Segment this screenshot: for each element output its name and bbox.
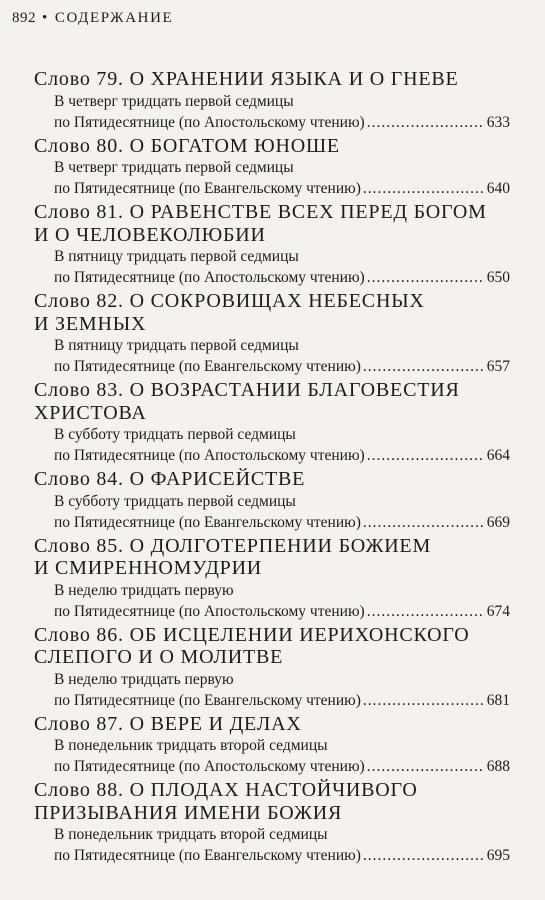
toc-entry-page-number[interactable]: 674 — [486, 602, 510, 620]
toc-entry — [34, 779, 510, 866]
dot-leader — [367, 756, 485, 777]
toc-entry-reading-line-with-page — [34, 112, 510, 133]
toc-entry — [34, 379, 510, 466]
toc-entry-title-line: Слово 87. О ВЕРЕ И ДЕЛАХ — [34, 712, 302, 735]
toc-entry — [34, 290, 510, 377]
toc-entry-reading-line: В понедельник тридцать второй седмицы — [54, 737, 328, 754]
toc-entry-page-number[interactable]: 650 — [486, 269, 510, 286]
toc-entry-page-number[interactable]: 688 — [486, 758, 510, 775]
toc-entry — [34, 68, 510, 133]
toc-entry-reading-text: по Пятидесятнице (по Евангельскому чтению) — [54, 691, 361, 709]
dot-leader — [367, 112, 485, 133]
toc-entry-title-line: И ЗЕМНЫХ — [34, 312, 147, 335]
toc-entry-reading-line: В понедельник тридцать второй седмицы — [54, 826, 328, 843]
toc-entry-reading-line-with-page — [34, 512, 510, 533]
dot-leader — [363, 178, 485, 199]
toc-entry-reading-line-with-page — [34, 690, 510, 711]
toc-entry-title-line: Слово 79. О ХРАНЕНИИ ЯЗЫКА И О ГНЕВЕ — [34, 68, 459, 90]
toc-entry-title-line: Слово 84. О ФАРИСЕЙСТВЕ — [34, 468, 306, 490]
toc-entry-reading-line: В пятницу тридцать первой седмицы — [54, 337, 299, 354]
running-head — [12, 10, 173, 27]
dot-leader — [367, 445, 485, 466]
toc-entry-reading-line: В неделю тридцать первую — [54, 670, 234, 688]
toc-entry-reading-line-with-page — [34, 267, 510, 288]
toc-entry-reading-line: В неделю тридцать первую — [54, 581, 234, 599]
toc-entry-title-line: И СМИРЕННОМУДРИИ — [34, 557, 263, 579]
toc-entry — [34, 713, 510, 778]
toc-entry-reading-text: по Пятидесятнице (по Апостольскому чтению) — [54, 447, 365, 464]
toc-entry-reading-line-with-page — [34, 445, 510, 466]
dot-leader — [367, 601, 485, 622]
toc-entry — [34, 468, 510, 533]
toc-entry-reading-text: по Пятидесятнице (по Апостольскому чтению) — [54, 113, 365, 131]
dot-leader — [363, 512, 485, 533]
toc-entry-reading-text: по Пятидесятнице (по Апостольскому чтению) — [54, 602, 365, 620]
toc-entry-title-line: Слово 83. О ВОЗРАСТАНИИ БЛАГОВЕСТИЯ — [34, 379, 460, 401]
dot-leader — [363, 845, 485, 866]
toc-entry-reading-text: по Пятидесятнице (по Евангельскому чтению) — [54, 513, 361, 531]
page-number: 892 — [12, 10, 36, 26]
toc-entry-title-line: Слово 88. О ПЛОДАХ НАСТОЙЧИВОГО — [34, 779, 418, 801]
toc-entry-reading-text: по Пятидесятнице (по Евангельскому чтению) — [54, 180, 361, 197]
toc-entry-title-line: Слово 85. О ДОЛГОТЕРПЕНИИ БОЖИЕМ — [34, 534, 432, 557]
toc-entry-title-line: И О ЧЕЛОВЕКОЛЮБИИ — [34, 223, 266, 246]
toc-entry — [34, 135, 510, 200]
toc-entry-reading-line: В пятницу тридцать первой седмицы — [54, 248, 299, 265]
toc-entry-reading-line-with-page — [34, 845, 510, 866]
toc-entry-reading-text: по Пятидесятнице (по Евангельскому чтению) — [54, 358, 361, 375]
running-head-separator: • — [42, 10, 49, 26]
dot-leader — [363, 690, 485, 711]
toc-entry-reading-line: В четверг тридцать первой седмицы — [54, 159, 294, 176]
toc-entry-page-number[interactable]: 681 — [486, 691, 510, 709]
toc-entry-reading-line-with-page — [34, 756, 510, 777]
toc-entry-reading-line: В четверг тридцать первой седмицы — [54, 92, 294, 110]
toc-entry-page-number[interactable]: 664 — [486, 447, 510, 464]
toc-entry-title-line: Слово 81. О РАВЕНСТВЕ ВСЕХ ПЕРЕД БОГОМ — [34, 201, 487, 223]
toc-entry-reading-line: В субботу тридцать первой седмицы — [54, 492, 296, 510]
section-title: СОДЕРЖАНИЕ — [54, 10, 174, 26]
toc-entry — [34, 535, 510, 622]
toc-entry-title-line: Слово 82. О СОКРОВИЩАХ НЕБЕСНЫХ — [34, 290, 425, 312]
dot-leader — [367, 267, 485, 288]
toc-entry-title-line: СЛЕПОГО И О МОЛИТВЕ — [34, 646, 284, 668]
table-of-contents — [34, 68, 510, 868]
toc-entry-reading-line-with-page — [34, 356, 510, 377]
toc-entry-title-line: ХРИСТОВА — [34, 401, 147, 424]
toc-entry-reading-line: В субботу тридцать первой седмицы — [54, 426, 296, 443]
toc-entry-page-number[interactable]: 633 — [486, 113, 510, 131]
toc-entry-page-number[interactable]: 640 — [486, 180, 510, 197]
toc-entry-reading-text: по Пятидесятнице (по Апостольскому чтению) — [54, 758, 365, 775]
toc-entry-title-line: Слово 86. ОБ ИСЦЕЛЕНИИ ИЕРИХОНСКОГО — [34, 623, 470, 646]
toc-entry-reading-text: по Пятидесятнице (по Апостольскому чтению) — [54, 269, 365, 286]
toc-entry — [34, 624, 510, 711]
toc-entry-page-number[interactable]: 669 — [486, 513, 510, 531]
toc-entry-title-line: Слово 80. О БОГАТОМ ЮНОШЕ — [34, 134, 340, 157]
toc-entry-title-line: ПРИЗЫВАНИЯ ИМЕНИ БОЖИЯ — [34, 801, 343, 824]
toc-entry-reading-line-with-page — [34, 178, 510, 199]
toc-entry — [34, 201, 510, 288]
toc-entry-reading-text: по Пятидесятнице (по Евангельскому чтению) — [54, 847, 361, 864]
toc-entry-page-number[interactable]: 657 — [486, 358, 510, 375]
toc-entry-page-number[interactable]: 695 — [486, 847, 510, 864]
dot-leader — [363, 356, 485, 377]
toc-entry-reading-line-with-page — [34, 601, 510, 622]
